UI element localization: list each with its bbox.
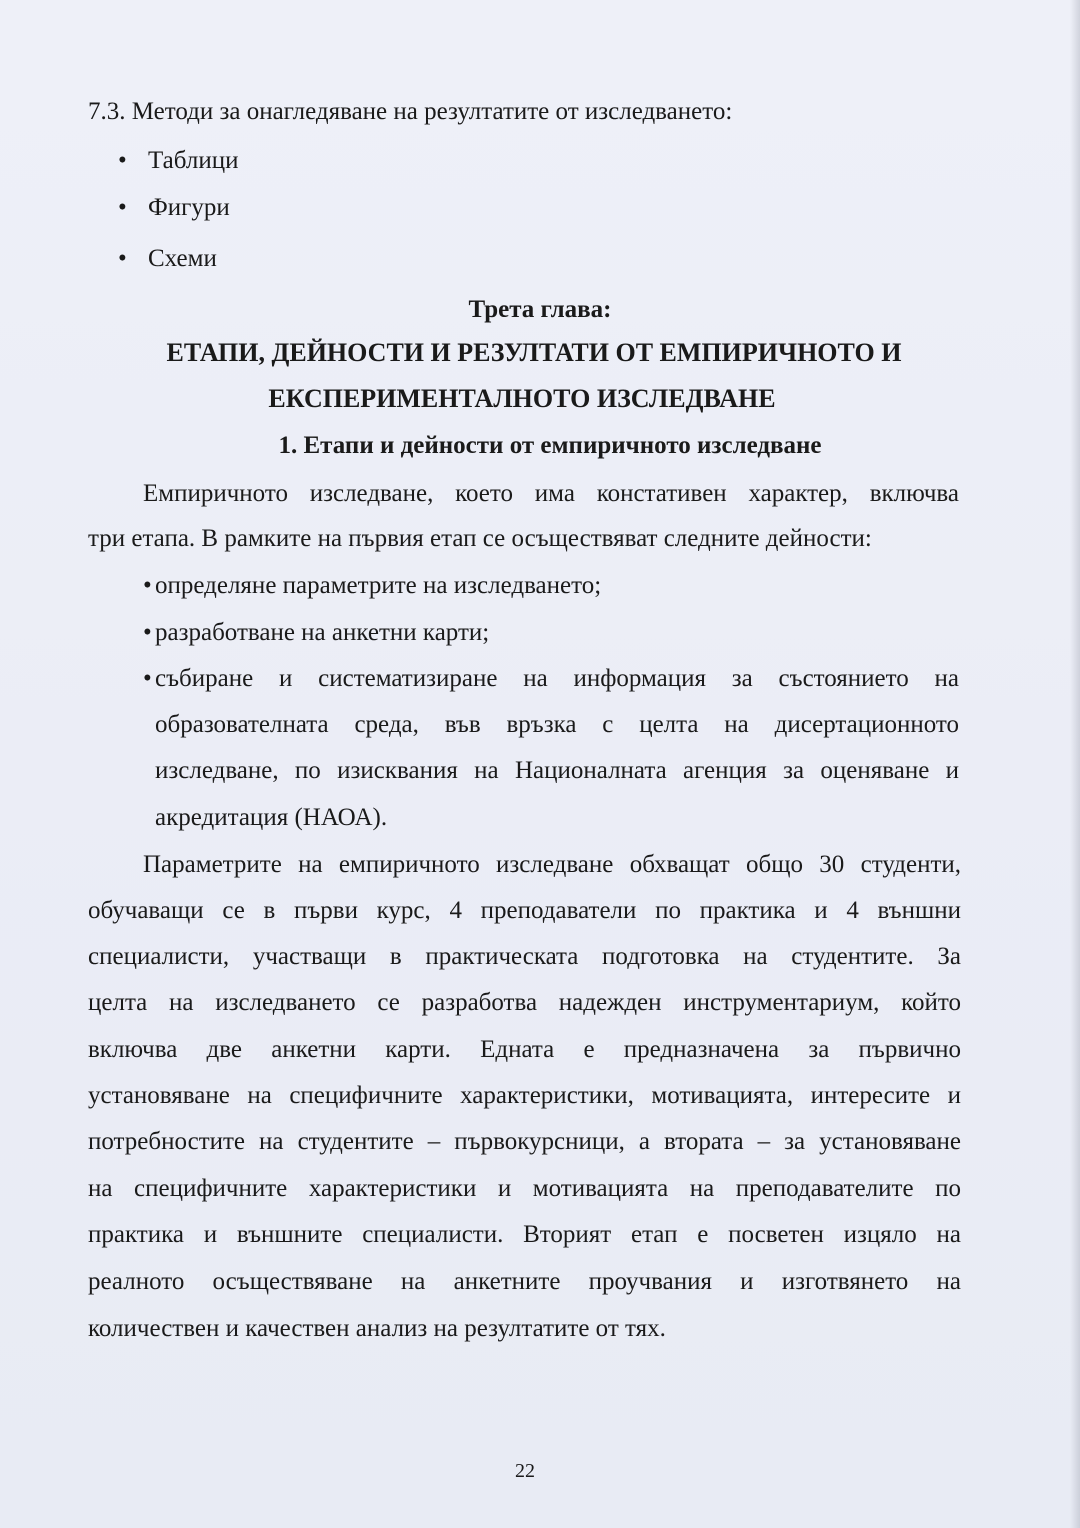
parameters-line-8: на специфичните характеристики и мотивацията на преподавателите по [88, 1175, 961, 1202]
activity-item [143, 617, 489, 649]
methods-item-label: Схеми [148, 245, 217, 272]
intro-line-2: три етапа. В рамките на първия етап се осъществяват следните дейности: [88, 525, 872, 552]
chapter-title-line-2: ЕКСПЕРИМЕНТАЛНОТО ИЗСЛЕДВАНЕ [268, 384, 776, 413]
activity-item-3-line-3: изследване, по изисквания на Националната агенция за оценяване и [155, 757, 959, 784]
parameters-line-2: обучаващи се в първи курс, 4 преподаватели по практика и 4 външни [88, 897, 961, 924]
bullet-icon: • [143, 619, 152, 646]
parameters-line-1: Параметрите на емпиричното изследване обхващат общо 30 студенти, [143, 851, 961, 878]
intro-line-1: Емпиричното изследване, което има констативен характер, включва [143, 480, 959, 507]
page-number: 22 [515, 1460, 535, 1482]
parameters-line-5: включва две анкетни карти. Едната е предназначена за първично [88, 1036, 961, 1063]
parameters-line-6: установяване на специфичните характеристики, мотивацията, интересите и [88, 1082, 961, 1109]
parameters-line-4: целта на изследването се разработва надежден инструментариум, който [88, 989, 961, 1016]
parameters-line-10: реалното осъществяване на анкетните проучвания и изготвянето на [88, 1268, 961, 1295]
parameters-line-7: потребностите на студентите – първокурсници, а втората – за установяване [88, 1128, 961, 1155]
bullet-icon: • [143, 572, 152, 599]
activity-item-3-line-2: образователната среда, във връзка с целта на дисертационното [155, 711, 959, 738]
methods-item-label: Фигури [148, 194, 230, 221]
activity-item-label: определяне параметрите на изследването; [155, 572, 602, 599]
section-heading: 7.3. Методи за онагледяване на резултатите от изследването: [88, 98, 733, 125]
activity-item-3-line-1: събиране и систематизиране на информация за състоянието на [155, 665, 959, 692]
parameters-line-9: практика и външните специалисти. Вторият етап е посветен изцяло на [88, 1221, 961, 1248]
methods-list-item [118, 192, 230, 224]
activity-item-3-line-4: акредитация (НАОА). [155, 804, 388, 831]
activity-item [143, 570, 601, 602]
subsection-title: 1. Етапи и дейности от емпиричното изследване [278, 432, 822, 459]
parameters-line-11: количествен и качествен анализ на резултатите от тях. [88, 1315, 666, 1342]
bullet-icon: • [118, 147, 127, 174]
chapter-title-line-1: ЕТАПИ, ДЕЙНОСТИ И РЕЗУЛТАТИ ОТ ЕМПИРИЧНОТО И [166, 338, 902, 367]
bullet-icon: • [143, 665, 152, 692]
bullet-icon: • [118, 194, 127, 221]
bullet-icon: • [118, 245, 127, 272]
parameters-line-3: специалисти, участващи в практическата подготовка на студентите. За [88, 943, 961, 970]
page-edge-shadow [1070, 0, 1080, 1528]
methods-item-label: Таблици [148, 147, 239, 174]
chapter-label: Трета глава: [468, 296, 612, 323]
methods-list-item [118, 145, 238, 177]
activity-item-label: разработване на анкетни карти; [155, 619, 490, 646]
methods-list-item [118, 243, 217, 275]
